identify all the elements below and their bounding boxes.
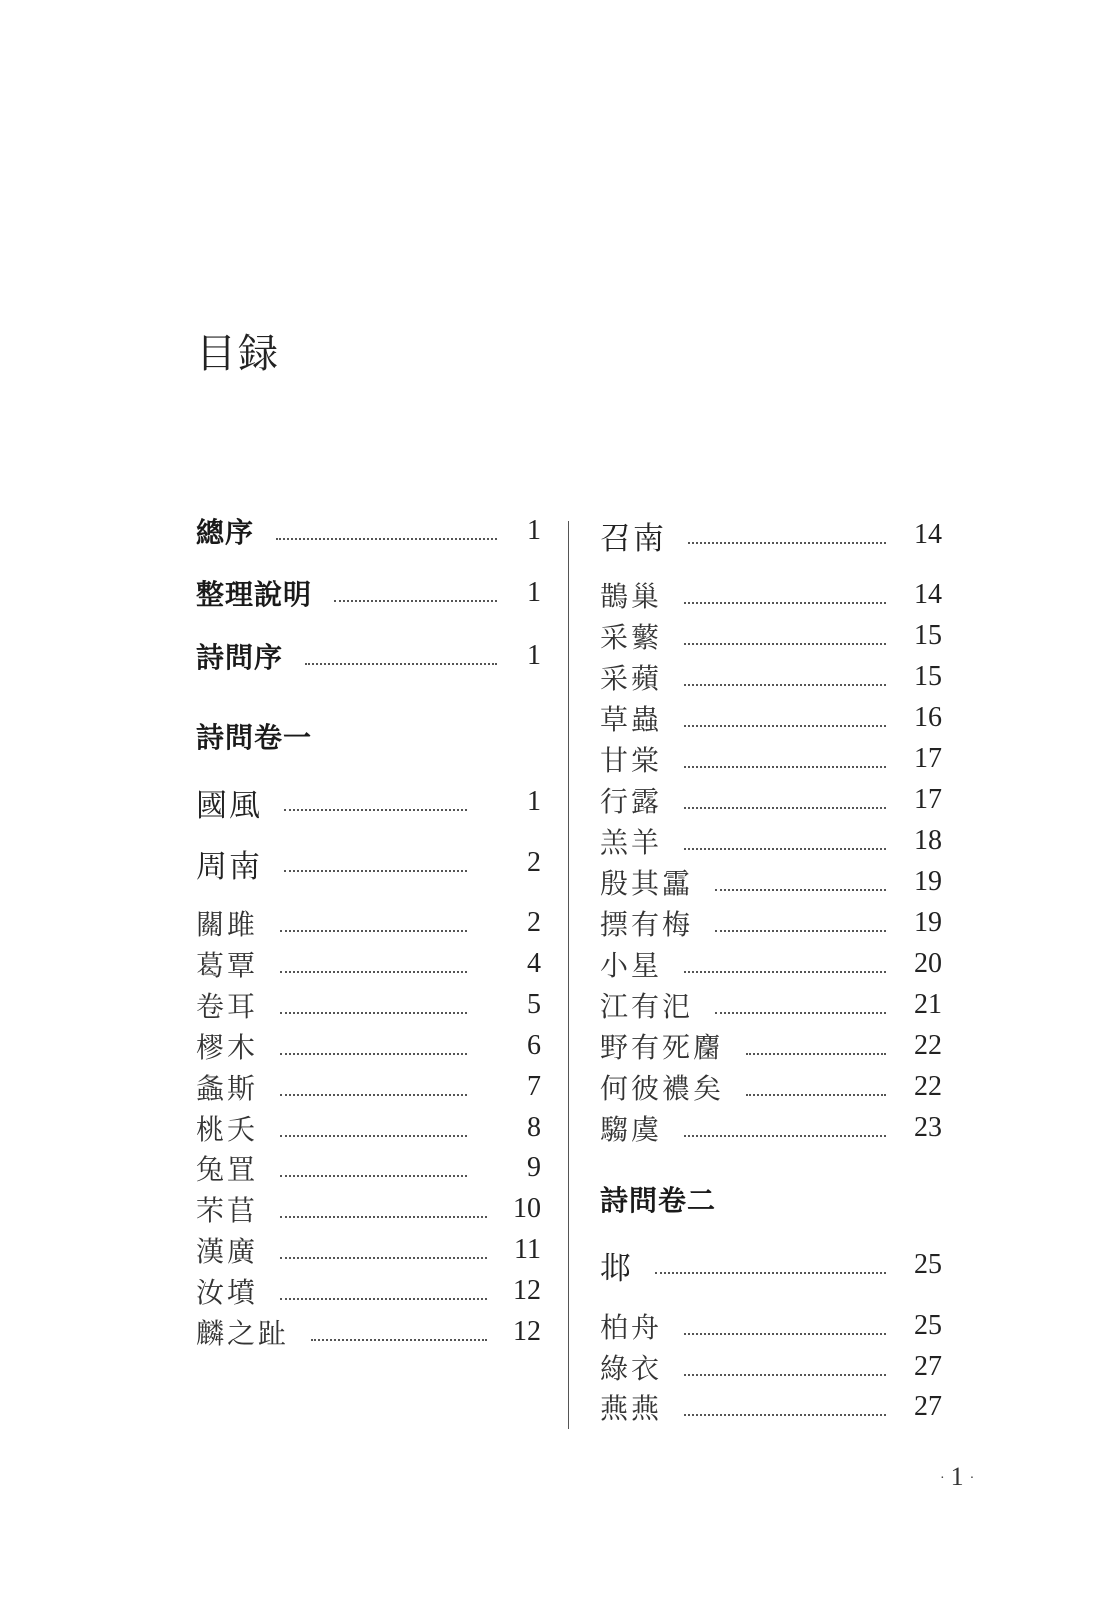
toc-entry-title: 芣苢 <box>196 1194 259 1227</box>
toc-entry-page: 27 <box>914 1351 942 1382</box>
toc-entry-title: 采蘩 <box>600 621 663 654</box>
toc-entry[interactable] <box>196 1108 541 1148</box>
toc-entry-page: 14 <box>914 519 942 550</box>
toc-entry-page: 27 <box>914 1391 942 1422</box>
toc-section[interactable] <box>196 843 541 883</box>
toc-entry-title: 漢廣 <box>196 1235 259 1268</box>
leader-dots <box>684 1135 886 1137</box>
leader-dots <box>684 1414 886 1416</box>
toc-entry[interactable] <box>600 739 942 779</box>
toc-entry[interactable] <box>600 903 942 943</box>
leader-dots <box>280 1175 467 1177</box>
leader-dots <box>688 542 886 544</box>
page-title: 目録 <box>196 331 280 377</box>
toc-entry-title: 鵲巢 <box>600 580 663 613</box>
toc-entry-page: 7 <box>527 1071 541 1102</box>
toc-entry[interactable] <box>600 657 942 697</box>
toc-entry-title: 關雎 <box>196 908 259 941</box>
toc-entry-title: 詩問序 <box>196 641 284 674</box>
toc-entry-page: 10 <box>513 1193 541 1224</box>
toc-entry-page: 14 <box>914 579 942 610</box>
toc-section[interactable] <box>600 515 942 555</box>
toc-entry[interactable] <box>196 1067 541 1107</box>
toc-entry[interactable] <box>196 944 541 984</box>
toc-entry[interactable] <box>600 1108 942 1148</box>
toc-entry-page: 17 <box>914 743 942 774</box>
toc-entry-title: 綠衣 <box>600 1352 663 1385</box>
toc-entry-title: 野有死麕 <box>600 1031 725 1064</box>
toc-entry-title: 甘棠 <box>600 744 663 777</box>
toc-entry-page: 21 <box>914 989 942 1020</box>
leader-dots <box>715 889 886 891</box>
leader-dots <box>684 1374 886 1376</box>
toc-entry-page: 25 <box>914 1249 942 1280</box>
volume-heading: 詩問卷一 <box>196 721 313 754</box>
toc-entry-title: 騶虞 <box>600 1113 663 1146</box>
toc-entry[interactable] <box>600 698 942 738</box>
leader-dots <box>334 600 497 602</box>
toc-entry-page: 15 <box>914 661 942 692</box>
leader-dots <box>280 1216 487 1218</box>
toc-entry-title: 總序 <box>196 516 255 549</box>
toc-entry-preface[interactable] <box>196 511 541 551</box>
toc-entry-title: 采蘋 <box>600 662 663 695</box>
toc-entry-shiwen-preface[interactable] <box>196 636 541 676</box>
leader-dots <box>280 1012 467 1014</box>
toc-entry-title: 麟之趾 <box>196 1317 290 1350</box>
toc-entry-title: 汝墳 <box>196 1276 259 1309</box>
toc-entry-title: 卷耳 <box>196 990 259 1023</box>
toc-entry-page: 12 <box>513 1275 541 1306</box>
toc-entry-page: 11 <box>514 1234 541 1265</box>
toc-entry[interactable] <box>600 1387 942 1427</box>
toc-entry-title: 草蟲 <box>600 703 663 736</box>
leader-dots <box>684 643 886 645</box>
toc-entry-page: 15 <box>914 620 942 651</box>
leader-dots <box>280 1053 467 1055</box>
toc-entry-page: 9 <box>527 1152 541 1183</box>
toc-entry-page: 2 <box>527 847 541 878</box>
leader-dots <box>746 1094 886 1096</box>
leader-dots <box>684 1333 886 1335</box>
leader-dots <box>284 870 467 872</box>
leader-dots <box>684 725 886 727</box>
toc-entry-page: 16 <box>914 702 942 733</box>
toc-entry-title: 邶 <box>600 1250 633 1287</box>
toc-entry[interactable] <box>600 1067 942 1107</box>
leader-dots <box>655 1272 886 1274</box>
leader-dots <box>684 602 886 604</box>
toc-entry[interactable] <box>600 1026 942 1066</box>
toc-entry[interactable] <box>600 862 942 902</box>
toc-entry-title: 行露 <box>600 785 663 818</box>
toc-entry[interactable] <box>196 1312 541 1352</box>
toc-entry-title: 葛覃 <box>196 949 259 982</box>
toc-entry-page: 22 <box>914 1071 942 1102</box>
toc-entry-page: 12 <box>513 1316 541 1347</box>
toc-entry[interactable] <box>600 821 942 861</box>
toc-entry[interactable] <box>600 1306 942 1346</box>
toc-entry[interactable] <box>600 780 942 820</box>
toc-entry[interactable] <box>196 1148 541 1188</box>
toc-entry[interactable] <box>196 1026 541 1066</box>
leader-dots <box>280 971 467 973</box>
toc-entry-page: 1 <box>527 577 541 608</box>
toc-entry-page: 18 <box>914 825 942 856</box>
toc-entry-page: 19 <box>914 907 942 938</box>
toc-entry-title: 國風 <box>196 787 262 824</box>
toc-entry-title: 螽斯 <box>196 1072 259 1105</box>
toc-entry[interactable] <box>196 1230 541 1270</box>
volume-heading: 詩問卷二 <box>600 1184 717 1217</box>
leader-dots <box>746 1053 886 1055</box>
toc-entry-title: 桃夭 <box>196 1113 259 1146</box>
leader-dots <box>305 663 497 665</box>
toc-entry-title: 摽有梅 <box>600 908 694 941</box>
page-number <box>934 1462 980 1492</box>
toc-entry-page: 1 <box>527 786 541 817</box>
leader-dots <box>280 930 467 932</box>
toc-entry-title: 小星 <box>600 949 663 982</box>
leader-dots <box>684 971 886 973</box>
toc-entry-title: 兔罝 <box>196 1153 259 1186</box>
leader-dots <box>280 1094 467 1096</box>
leader-dots <box>280 1135 467 1137</box>
toc-section[interactable] <box>600 1245 942 1285</box>
leader-dots <box>284 809 467 811</box>
leader-dots <box>715 1012 886 1014</box>
toc-entry-page: 1 <box>527 515 541 546</box>
toc-entry-title: 柏舟 <box>600 1311 663 1344</box>
toc-entry[interactable] <box>600 985 942 1025</box>
toc-entry[interactable] <box>600 616 942 656</box>
toc-entry-title: 燕燕 <box>600 1392 663 1425</box>
page-number-dot-left: · <box>940 1471 945 1487</box>
column-divider <box>568 521 569 1429</box>
toc-entry-page: 2 <box>527 907 541 938</box>
leader-dots <box>684 807 886 809</box>
toc-entry[interactable] <box>196 985 541 1025</box>
toc-entry[interactable] <box>600 575 942 615</box>
page-number-value: 1 <box>950 1462 964 1491</box>
leader-dots <box>280 1298 487 1300</box>
toc-entry-title: 周南 <box>196 848 262 885</box>
leader-dots <box>280 1257 487 1259</box>
toc-entry-page: 8 <box>527 1112 541 1143</box>
leader-dots <box>311 1339 487 1341</box>
toc-entry-title: 羔羊 <box>600 826 663 859</box>
toc-entry-page: 6 <box>527 1030 541 1061</box>
toc-entry-page: 17 <box>914 784 942 815</box>
toc-entry[interactable] <box>196 903 541 943</box>
leader-dots <box>684 848 886 850</box>
leader-dots <box>684 766 886 768</box>
toc-entry[interactable] <box>196 1271 541 1311</box>
toc-entry-page: 20 <box>914 948 942 979</box>
leader-dots <box>276 538 497 540</box>
toc-entry-title: 樛木 <box>196 1031 259 1064</box>
toc-entry-title: 殷其靁 <box>600 867 694 900</box>
toc-entry-page: 23 <box>914 1112 942 1143</box>
page-number-dot-right: · <box>969 1471 975 1487</box>
toc-entry-title: 何彼襛矣 <box>600 1072 725 1105</box>
toc-section[interactable] <box>196 782 541 822</box>
toc-entry[interactable] <box>600 1347 942 1387</box>
toc-entry-title: 整理說明 <box>196 578 313 611</box>
toc-entry-page: 19 <box>914 866 942 897</box>
toc-entry-page: 5 <box>527 989 541 1020</box>
toc-entry-page: 25 <box>914 1310 942 1341</box>
toc-entry-editorial-notes[interactable] <box>196 573 541 613</box>
toc-entry-page: 22 <box>914 1030 942 1061</box>
toc-entry-page: 1 <box>527 640 541 671</box>
leader-dots <box>684 684 886 686</box>
toc-entry-page: 4 <box>527 948 541 979</box>
toc-entry-title: 江有汜 <box>600 990 694 1023</box>
toc-entry[interactable] <box>196 1189 541 1229</box>
toc-entry[interactable] <box>600 944 942 984</box>
toc-entry-title: 召南 <box>600 520 666 557</box>
leader-dots <box>715 930 886 932</box>
